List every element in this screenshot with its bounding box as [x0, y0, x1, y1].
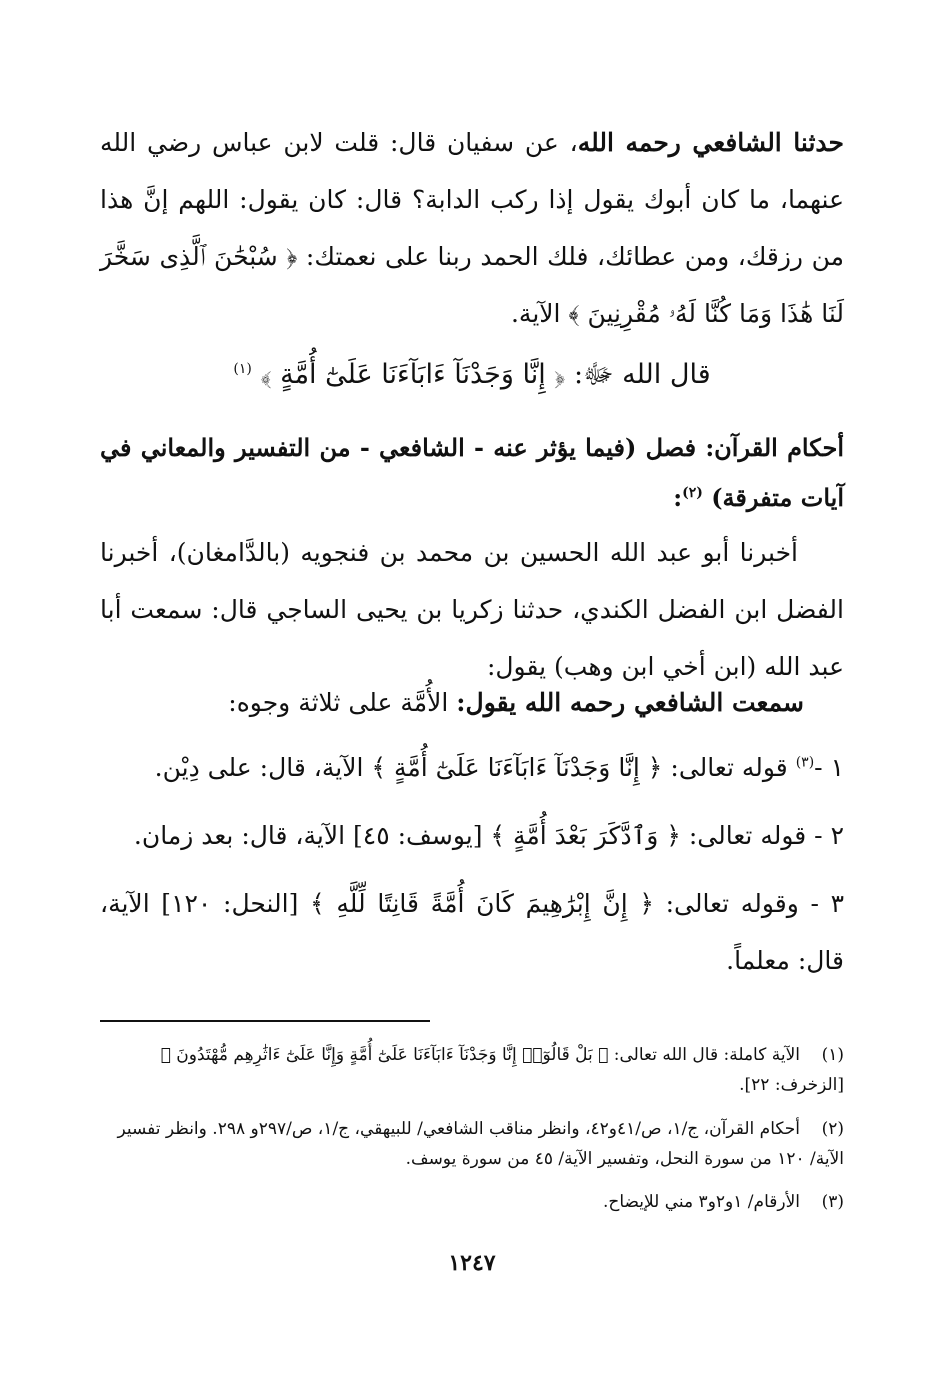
footnote-2-number: (٢)	[821, 1119, 844, 1139]
section-heading	[100, 423, 844, 523]
section-heading-tail: :	[673, 483, 683, 512]
footnote-2-text: أحكام القرآن، ج/١، ص/٤١و٤٢، وانظر مناقب الشافعي/ للبيهقي، ج/١، ص/٢٩٧و ٢٩٨. وانظر تفسير الآية/ ١٢٠ من سورة النحل، وتفسير الآية/ ٤٥ من سورة يوسف.	[117, 1119, 844, 1169]
paragraph-1-text: ، عن سفيان قال: قلت لابن عباس رضي الله عنهما، ما كان أبوك يقول إذا ركب الدابة؟ قال: كان يقول: اللهم إنَّ هذا من رزقك، ومن عطائك، فلك الحمد ربنا على نعمتك: ﴿ سُبْحَٰنَ ٱلَّذِى سَخَّرَ لَنَا هَٰذَا وَمَا كُنَّا لَهُۥ مُقْرِنِينَ ﴾ الآية.	[100, 128, 844, 328]
footnote-1-text: الآية كاملة: قال الله تعالى: ﴿ بَلْ قَالُوٓا۟ إِنَّا وَجَدْنَآ ءَابَآءَنَا عَلَىٰٓ أُمَّةٍ وَإِنَّا عَلَىٰٓ ءَاثَٰرِهِم مُّهْتَدُونَ ﴾ [الزخرف: ٢٢].	[160, 1045, 844, 1095]
list-item-1-text: قوله تعالى: ﴿ إِنَّا وَجَدْنَآ ءَابَآءَنَا عَلَىٰٓ أُمَّةٍ ﴾ الآية، قال: على دِيْن.	[154, 753, 796, 782]
footnote-divider	[100, 1020, 430, 1022]
footnote-ref-3: (٣)	[795, 754, 815, 771]
list-item-2	[100, 807, 844, 864]
list-item-3-number: ٣ -	[810, 889, 844, 918]
list-item-3-text: وقوله تعالى: ﴿ إِنَّ إِبْرَٰهِيمَ كَانَ أُمَّةً قَانِتًا لِّلَّهِ ﴾ [النحل: ١٢٠] الآية، قال: معلماً.	[100, 889, 844, 975]
paragraph-3	[100, 674, 804, 731]
section-heading-text: أحكام القرآن: فصل (فيما يؤثر عنه - الشافعي - من التفسير والمعاني في آيات متفرقة)	[100, 433, 844, 512]
paragraph-3-lead: سمعت الشافعي رحمه الله يقول:	[456, 688, 804, 717]
page-number: ١٢٤٧	[448, 1250, 496, 1276]
centered-quote-text: قال الله ﷻ: ﴿ إِنَّا وَجَدْنَآ ءَابَآءَنَا عَلَىٰٓ أُمَّةٍ ﴾	[260, 359, 711, 390]
footnote-3-text: الأرقام/ ١و٢و٣ مني للإيضاح.	[602, 1192, 800, 1212]
footnote-2	[100, 1114, 844, 1174]
footnote-3-number: (٣)	[821, 1192, 844, 1212]
paragraph-3-text: الأُمَّة على ثلاثة وجوه:	[228, 688, 457, 717]
paragraph-1-lead: حدثنا الشافعي رحمه الله	[577, 128, 845, 157]
list-item-2-number: ٢ -	[814, 821, 844, 850]
list-item-3	[100, 875, 844, 989]
list-item-2-text: قوله تعالى: ﴿ وَٱدَّكَرَ بَعْدَ أُمَّةٍ ﴾ [يوسف: ٤٥] الآية، قال: بعد زمان.	[133, 821, 815, 850]
footnote-1	[100, 1040, 844, 1100]
footnote-1-number: (١)	[821, 1045, 844, 1065]
footnote-ref-2: (٢)	[682, 485, 703, 501]
footnote-3	[100, 1187, 844, 1217]
centered-quote	[100, 346, 844, 403]
list-item-1	[100, 739, 844, 796]
paragraph-2: أخبرنا أبو عبد الله الحسين بن محمد بن فنجويه (بالدَّامغان)، أخبرنا الفضل ابن الفضل الكندي، حدثنا زكريا بن يحيى الساجي قال: سمعت أبا عبد الله (ابن أخي ابن وهب) يقول:	[100, 538, 844, 681]
paragraph-1	[100, 114, 844, 342]
list-item-1-number: ١ -	[814, 753, 844, 782]
footnote-ref-1: (١)	[233, 361, 252, 377]
